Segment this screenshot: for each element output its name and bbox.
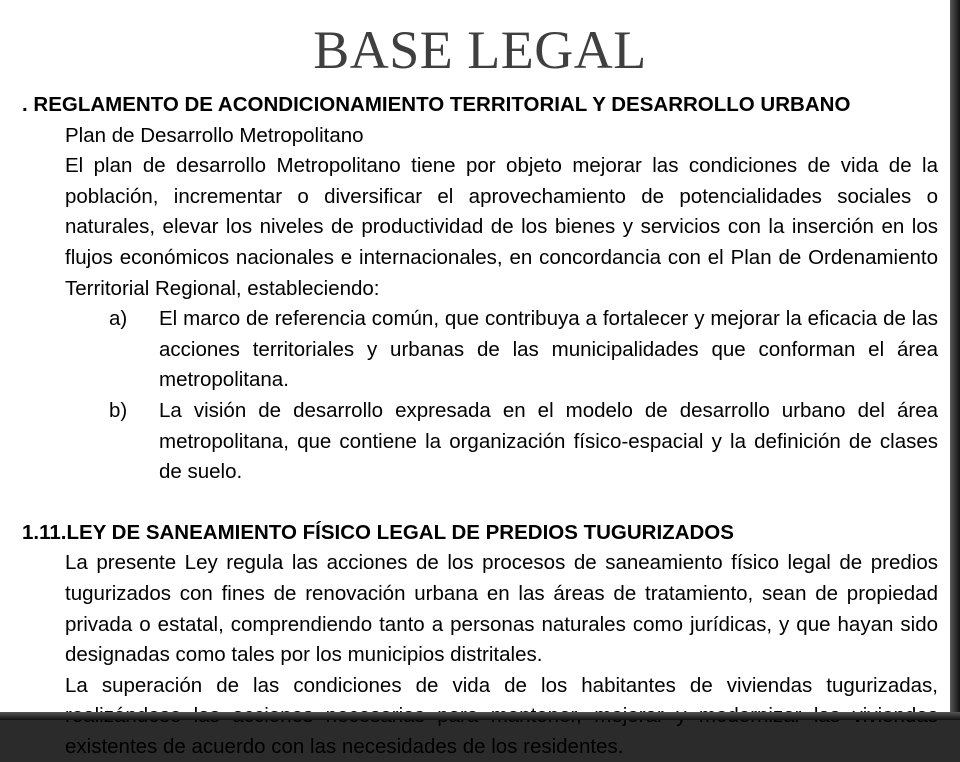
section1-heading: . REGLAMENTO DE ACONDICIONAMIENTO TERRITORIAL Y DESARROLLO URBANO — [22, 93, 851, 116]
section1-subheading: Plan de Desarrollo Metropolitano — [65, 123, 364, 147]
list-item-text: El marco de referencia común, que contribuya a fortalecer y mejorar la eficacia de las acciones territoriales y urbanas de las municipalidades que conforman el área metropolitana. — [159, 307, 938, 392]
list-item-label: a) — [109, 307, 128, 331]
list-item-text: La visión de desarrollo expresada en el modelo de desarrollo urbano del área metropolitana, que contiene la organización físico-espacial y la definición de clases de suelo. — [159, 398, 938, 484]
slide-shadow-right — [950, 0, 960, 720]
section-spacer — [22, 488, 938, 518]
section2-heading: 1.11.LEY DE SANEAMIENTO FÍSICO LEGAL DE PREDIOS TUGURIZADOS — [22, 520, 734, 544]
list-item-label: b) — [109, 398, 128, 422]
list-item-a — [22, 304, 938, 396]
section2-paragraph-1: La presente Ley regula las acciones de los procesos de saneamiento físico legal de predios tugurizados con fines de renovación urbana en las áreas de tratamiento, sean de propiedad privada o estatal, comprendiendo tanto a personas naturales como jurídicas, y que hayan sido designadas como tales por los municipios distritales. — [65, 551, 938, 667]
slide-content — [22, 90, 938, 762]
section1-paragraph: El plan de desarrollo Metropolitano tiene por objeto mejorar las condiciones de vida de la población, incrementar o diversificar el aprovechamiento de potencialidades sociales o naturales, elevar los niveles de productividad de los bienes y servicios con la inserción en los flujos económicos nacionales e internacionales, en concordancia con el Plan de Ordenamiento Territorial Regional, estableciendo: — [65, 154, 938, 300]
section2-paragraph-2: La superación de las condiciones de vida de los habitantes de viviendas tugurizadas, existentes de acuerdo con las necesidades de los residentes. — [65, 673, 938, 758]
list-item-b — [22, 396, 938, 488]
slide-shadow-bottom — [0, 712, 960, 720]
slide-title: BASE LEGAL — [313, 20, 647, 80]
